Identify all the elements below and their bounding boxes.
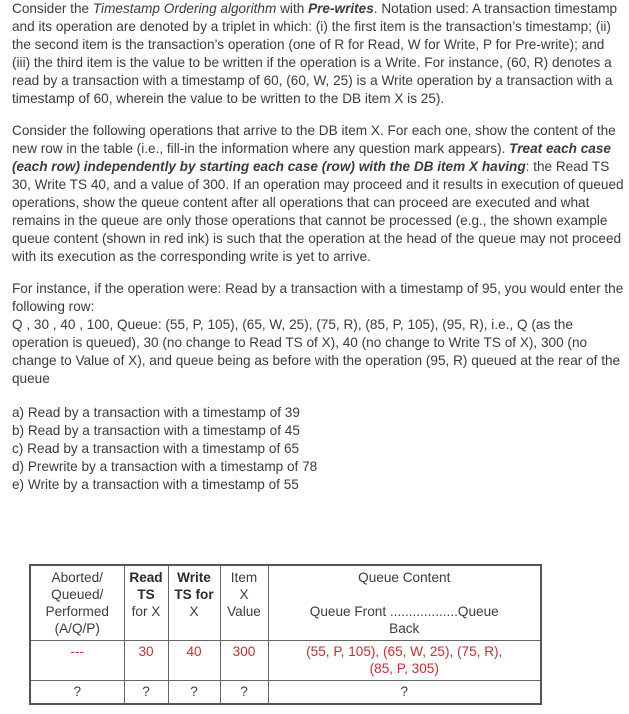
item-value-header: Item X Value bbox=[220, 565, 268, 641]
example-intro: For instance, if the operation were: Read by a transaction with a timestamp of 95, you would enter the following row: bbox=[12, 281, 624, 314]
case-item: e) Write by a transaction with a timestamp of 55 bbox=[12, 477, 299, 492]
table-row bbox=[30, 641, 541, 681]
case-item: a) Read by a transaction with a timestamp of 39 bbox=[12, 405, 300, 420]
case-item: c) Read by a transaction with a timestamp of 65 bbox=[12, 441, 300, 456]
initial-value-cell: 300 bbox=[220, 641, 268, 681]
initial-status-cell: --- bbox=[30, 641, 124, 681]
independent-case-emphasis: Treat each case (each row) independently by starting each case (row) with the DB item X having bbox=[12, 141, 611, 174]
answer-queue-cell[interactable]: ? bbox=[268, 681, 541, 705]
intro-paragraph: Consider the Timestamp Ordering algorithm with Pre-writes. Notation used: A transaction timestamp and its operation are denoted by a triplet in which: (i) the first item is the transaction’s timestamp; (ii) the second item is the transaction’s operation (one of R for Read, W for Write, P for Pre-write); and (iii) the third item is the value to be written if the operation is a Write. For instance, (60, R) denotes a read by a transaction with a timestamp of 60, (60, W, 25) is a Write operation by a transaction with a timestamp of 60, wherein the value to be written to the DB item X is 25). bbox=[12, 1, 618, 106]
answer-value-cell[interactable]: ? bbox=[220, 681, 268, 705]
table-header-row bbox=[30, 565, 541, 641]
algorithm-name: Timestamp Ordering algorithm bbox=[92, 1, 277, 16]
initial-write-ts-cell: 40 bbox=[168, 641, 220, 681]
case-item: d) Prewrite by a transaction with a timestamp of 78 bbox=[12, 459, 318, 474]
initial-queue-cell: (55, P, 105), (65, W, 25), (75, R), (85, P, 305) bbox=[268, 641, 541, 681]
queue-content-header: Queue Content Queue Front ..................Queue Back bbox=[268, 565, 541, 641]
timestamp-ordering-table bbox=[29, 564, 542, 705]
status-header: Aborted/ Queued/ Performed (A/Q/P) bbox=[30, 565, 124, 641]
answer-read-ts-cell[interactable]: ? bbox=[124, 681, 168, 705]
prewrites-emphasis: Pre-writes bbox=[308, 1, 374, 16]
example-row-text: Q , 30 , 40 , 100, Queue: (55, P, 105), (65, W, 25), (75, R), (85, P, 105), (95, R), i.e., Q (as the operation is queued), 30 (no change to Read TS of X), 40 (no change to Write TS of X), 300 (no change to Value of X), and queue being as before with the operation (95, R) queued at the rear of the queue bbox=[12, 317, 621, 386]
table-row bbox=[30, 681, 541, 705]
answer-write-ts-cell[interactable]: ? bbox=[168, 681, 220, 705]
write-ts-header: Write TS for X bbox=[168, 565, 220, 641]
case-item: b) Read by a transaction with a timestamp of 45 bbox=[12, 423, 300, 438]
case-list bbox=[12, 404, 624, 494]
example-paragraph bbox=[12, 280, 624, 388]
question-body bbox=[12, 0, 624, 509]
consider-paragraph: Consider the following operations that arrive to the DB item X. For each one, show the content of the new row in the table (i.e., fill-in the information where any question mark appears). Treat each case (each row) independently by starting each case (row) with the DB item X having: the Read TS 30, Write TS 40, and a value of 300. If an operation may proceed and it results in execution of queued operations, show the queue content after all operations that can proceed are executed and what remains in the queue are only those operations that cannot be processed (e.g., the shown example queue content (shown in red ink) is such that the operation at the head of the queue may not proceed with its execution as the corresponding write is yet to arrive. bbox=[12, 123, 624, 264]
initial-read-ts-cell: 30 bbox=[124, 641, 168, 681]
answer-status-cell[interactable]: ? bbox=[30, 681, 124, 705]
read-ts-header: Read TS for X bbox=[124, 565, 168, 641]
